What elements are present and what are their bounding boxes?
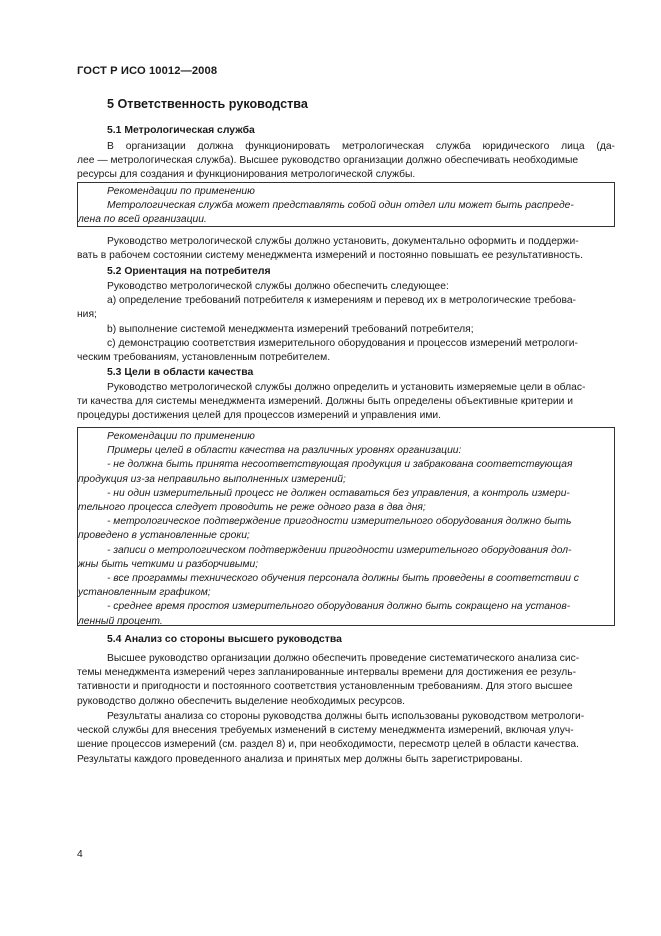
recommendation-box-5-1 bbox=[77, 182, 615, 227]
recommendation-item: - метрологическое подтверждение пригодности измерительного оборудования должно быть bbox=[107, 516, 572, 528]
recommendation-item-cont: установленным графиком; bbox=[78, 587, 211, 599]
text-line: В организации должна функционировать метрологическая служба юридического лица (да- bbox=[107, 141, 615, 152]
text-line: вать в рабочем состоянии систему менеджмента измерений и постоянно повышать ее результативность. bbox=[77, 250, 584, 262]
recommendation-box-5-3 bbox=[77, 427, 615, 626]
text-line: лее — метрологическая служба). Высшее руководство организации должно обеспечивать необходимые bbox=[77, 155, 579, 167]
list-item-a-cont: ния; bbox=[77, 309, 97, 321]
subsection-title-5-4: 5.4 Анализ со стороны высшего руководства bbox=[107, 634, 342, 645]
text-line: темы менеджмента измерений через запланированные интервалы времени для достижения ее резуль- bbox=[77, 667, 577, 679]
list-item-c: с) демонстрацию соответствия измерительного оборудования и процессов измерений метрологи- bbox=[107, 337, 578, 349]
text-line: ресурсы для создания и функционирования метрологической службы. bbox=[77, 169, 416, 181]
recommendation-item-cont: тельного процесса следует проводить не реже одного раза в два дня; bbox=[78, 502, 426, 514]
text-line: Высшее руководство организации должно обеспечить проведение систематического анализа сис- bbox=[107, 653, 580, 664]
text-line: тативности и пригодности и постоянного соответствия установленным требованиям. Для этого высшее bbox=[77, 681, 573, 693]
paragraph-5-1-intro bbox=[77, 140, 615, 183]
text-line: Руководство метрологической службы должно установить, документально оформить и поддержи- bbox=[107, 236, 579, 247]
subsection-title-5-1: 5.1 Метрологическая служба bbox=[107, 125, 255, 136]
recommendation-line: Метрологическая служба может представлять собой один отдел или может быть распреде- bbox=[107, 200, 574, 212]
text-line: ческой службы для внесения требуемых изменений в систему менеджмента измерений, включая улуч- bbox=[77, 725, 574, 737]
document-header: ГОСТ Р ИСО 10012—2008 bbox=[77, 65, 218, 77]
subsection-title-5-2: 5.2 Ориентация на потребителя bbox=[107, 266, 271, 277]
text-line: ти качества для системы менеджмента измерений. Должны быть определены объективные критерии и bbox=[77, 396, 573, 408]
recommendation-line: Примеры целей в области качества на различных уровнях организации: bbox=[107, 445, 462, 457]
recommendation-item: - среднее время простоя измерительного оборудования должно быть сокращено на установ- bbox=[107, 601, 571, 613]
recommendation-line: лена по всей организации. bbox=[78, 214, 207, 226]
recommendation-item-cont: жны быть четкими и разборчивыми; bbox=[78, 558, 259, 570]
recommendation-title: Рекомендации по применению bbox=[107, 186, 255, 197]
list-item-b: b) выполнение системой менеджмента измерений требований потребителя; bbox=[107, 323, 474, 335]
list-item-c-cont: ческим требованиям, установленным потребителем. bbox=[77, 352, 331, 364]
recommendation-item-cont: ленный процент. bbox=[78, 615, 163, 627]
paragraph-5-4-review bbox=[77, 652, 615, 709]
subsection-title-5-3: 5.3 Цели в области качества bbox=[107, 367, 254, 378]
text-line: руководство должно обеспечить выделение необходимых ресурсов. bbox=[77, 695, 406, 707]
page-number: 4 bbox=[77, 849, 83, 860]
recommendation-item: - все программы технического обучения персонала должны быть проведены в соответствии с bbox=[107, 573, 579, 585]
recommendation-item: - ни один измерительный процесс не должен оставаться без управления, а контроль измери- bbox=[107, 487, 570, 499]
paragraph-5-4-results bbox=[77, 710, 615, 767]
recommendation-item-cont: продукция из-за неправильно выполненных измерений; bbox=[78, 473, 346, 485]
text-line: Результаты анализа со стороны руководства должны быть использованы руководством метрологи- bbox=[107, 711, 585, 722]
text-line: шение процессов измерений (см. раздел 8) и, при необходимости, пересмотр целей в области качества. bbox=[77, 739, 579, 751]
paragraph-5-2-list bbox=[77, 280, 615, 365]
recommendation-item: - записи о метрологическом подтверждении пригодности измерительного оборудования дол- bbox=[107, 544, 572, 556]
recommendation-title: Рекомендации по применению bbox=[107, 431, 255, 442]
text-line: процедуры достижения целей для процессов измерений и управления ими. bbox=[77, 410, 442, 422]
text-line: Руководство метрологической службы должно определить и установить измеряемые цели в облас- bbox=[107, 382, 586, 393]
text-line: Результаты каждого проведенного анализа и принятых мер должны быть зарегистрированы. bbox=[77, 753, 523, 765]
list-item-a: а) определение требований потребителя к измерениям и перевод их в метрологические требова- bbox=[107, 295, 576, 307]
text-line: Руководство метрологической службы должно обеспечить следующее: bbox=[107, 281, 449, 292]
paragraph-5-3-intro bbox=[77, 381, 615, 424]
paragraph-5-1-management bbox=[77, 235, 615, 263]
recommendation-item: - не должна быть принята несоответствующая продукция и забракована соответствующая bbox=[107, 459, 573, 471]
section-title: 5 Ответственность руководства bbox=[107, 97, 308, 111]
recommendation-item-cont: проведено в установленные сроки; bbox=[78, 530, 250, 542]
